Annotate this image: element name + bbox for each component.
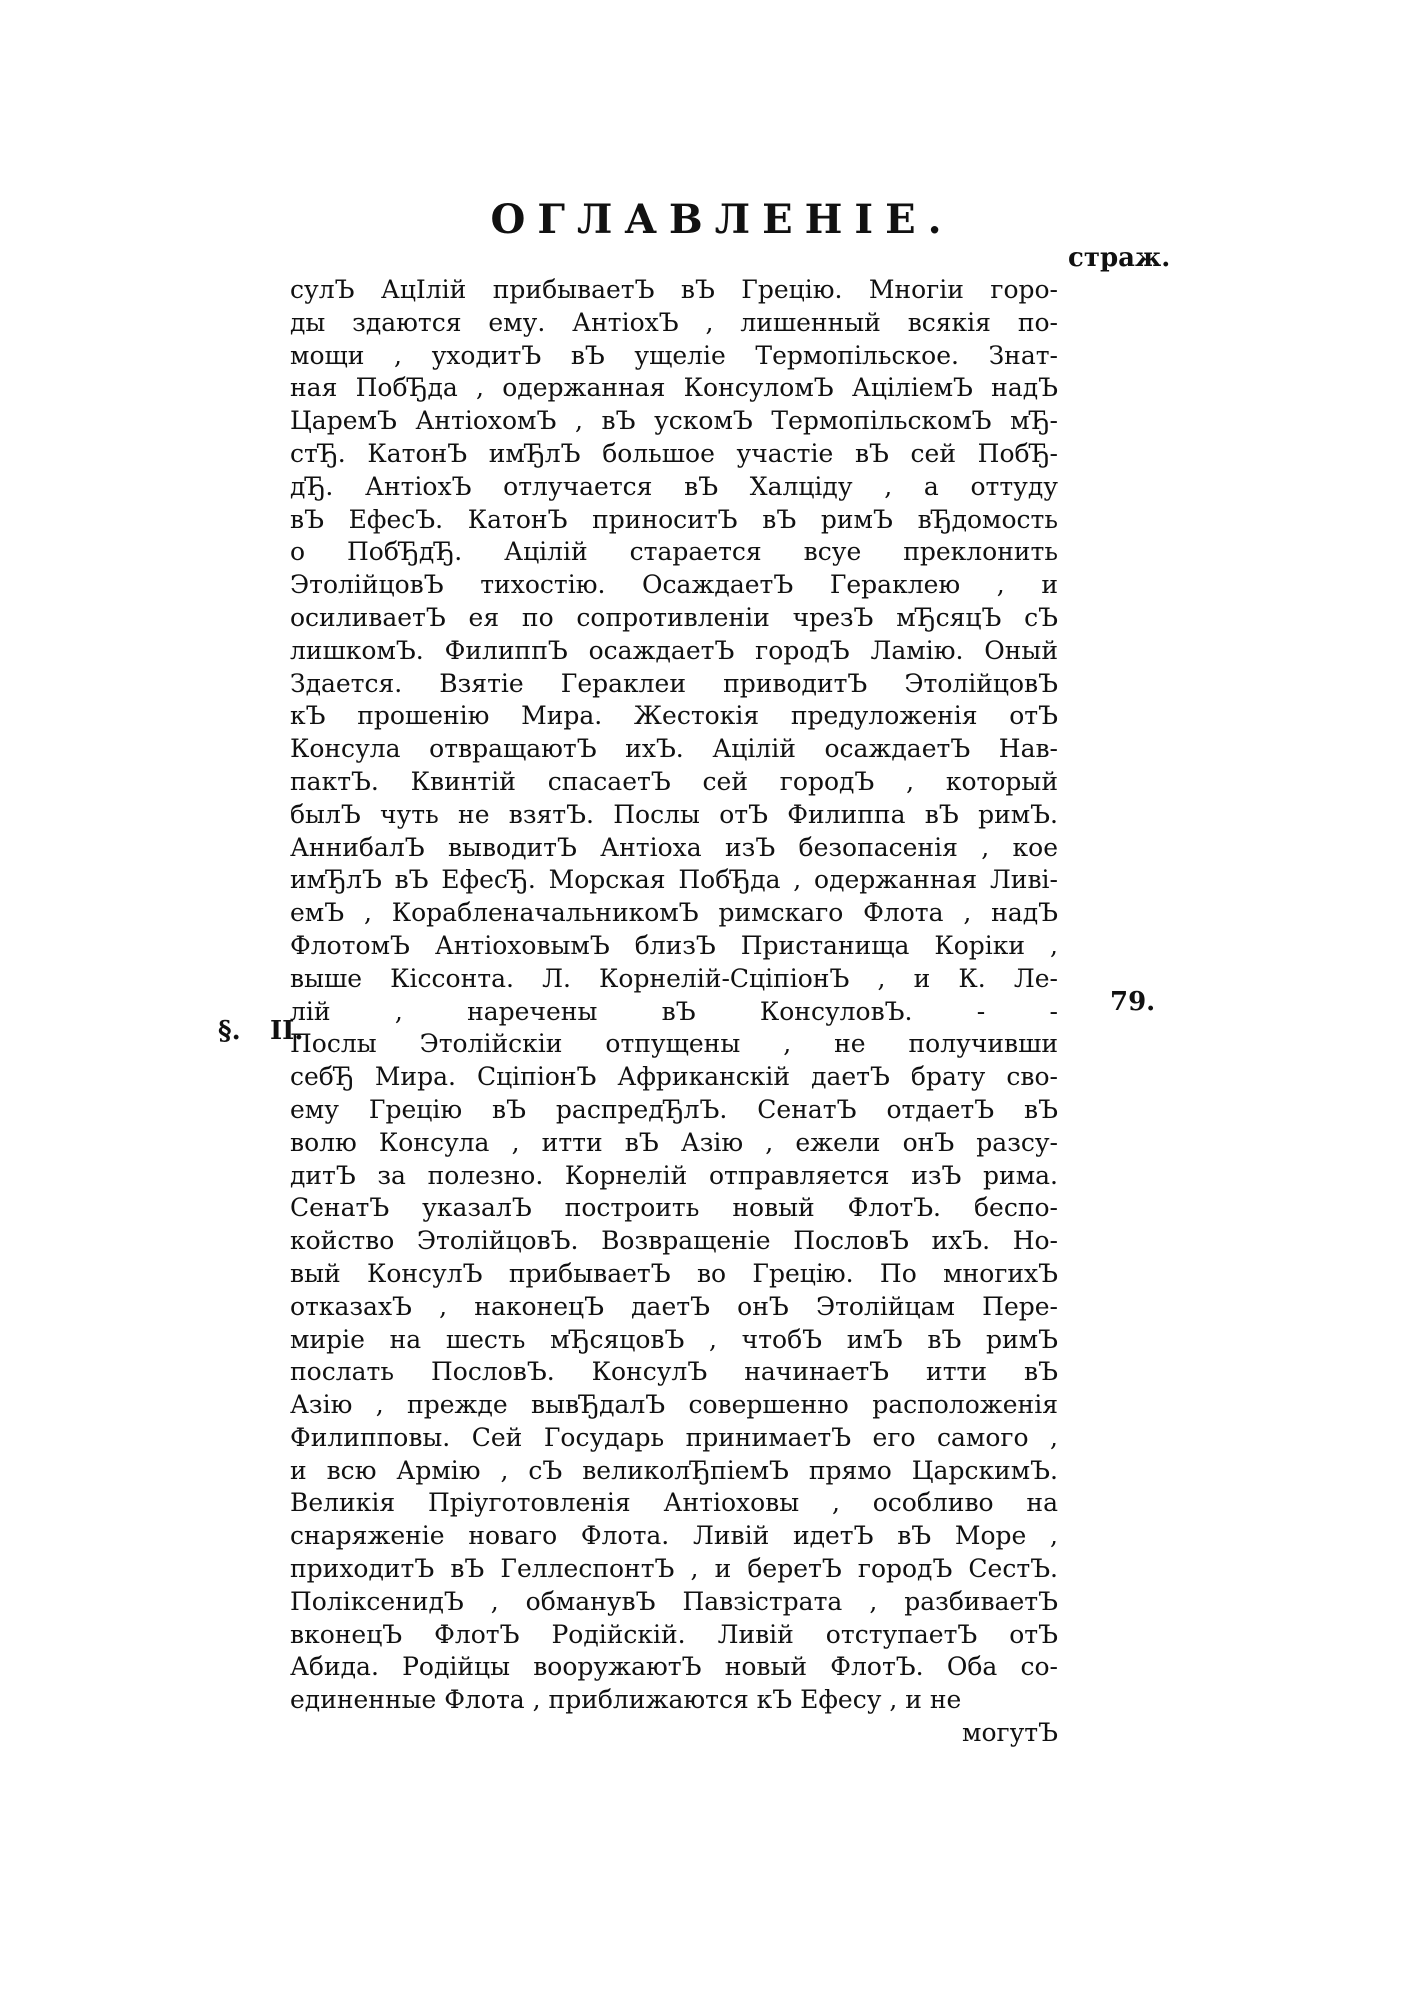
text-line: ЭтолiйцовЪ тихостiю. ОсаждаетЪ Гераклею , и (290, 570, 1058, 600)
text-line: послать ПословЪ. КонсулЪ начинаетЪ итти вЪ (290, 1357, 1058, 1387)
text-line: дЂ. АнтiохЪ отлучается вЪ Халцiду , а оттуду (290, 471, 1058, 501)
text-line: вконецЪ ФлотЪ Родiйскiй. Ливiй отступаетЪ отЪ (290, 1619, 1058, 1649)
text-line: Филипповы. Сей Государь принимаетЪ его самого , (290, 1422, 1058, 1452)
text-line: СенатЪ указалЪ построить новый ФлотЪ. беспо- (290, 1193, 1058, 1223)
page-title: ОГЛАВЛЕНIЕ. (490, 196, 954, 243)
text-line: АннибалЪ выводитЪ Антiоха изЪ безопасенiя , кое (290, 832, 1058, 862)
text-line: Азiю , прежде вывЂдалЪ совершенно расположенiя (290, 1390, 1058, 1420)
text-line: приходитЪ вЪ ГеллеспонтЪ , и беретЪ городЪ СестЪ. (290, 1554, 1058, 1584)
text-line: ная ПобЂда , одержанная КонсуломЪ АцiлiемЪ надЪ (290, 373, 1058, 403)
text-line: лiй , наречены вЪ КонсуловЪ. - - (290, 996, 1058, 1026)
text-line: стЂ. КатонЪ имЂлЪ большое участiе вЪ сей ПобЂ- (290, 438, 1058, 468)
text-line: ПолiксенидЪ , обманувЪ Павзiстрата , разбиваетЪ (290, 1586, 1058, 1616)
text-line: Здается. Взятiе Гераклеи приводитЪ ЭтолiйцовЪ (290, 668, 1058, 698)
text-line: дитЪ за полезно. Корнелiй отправляется изЪ рима. (290, 1160, 1058, 1190)
text-line: себЂ Мира. СцiпiонЪ Африканскiй даетЪ брату сво- (290, 1062, 1058, 1092)
text-line: волю Консула , итти вЪ Азiю , ежели онЪ разсу- (290, 1127, 1058, 1157)
contents-text (290, 274, 1058, 1750)
text-line: кЪ прошенiю Мира. Жестокiя предуложенiя отЪ (290, 701, 1058, 731)
text-line: ФлотомЪ АнтiоховымЪ близЪ Пристанища Корiки , (290, 930, 1058, 960)
text-line: снаряженiе новаго Флота. Ливiй идетЪ вЪ Море , (290, 1521, 1058, 1551)
section-number: II. (270, 1016, 304, 1046)
text-line: Консула отвращаютЪ ихЪ. Ацiлiй осаждаетЪ Нав- (290, 734, 1058, 764)
text-line: единенные Флота , приближаются кЪ Ефесу , и не (290, 1685, 962, 1715)
text-line: Абида. Родiйцы вооружаютЪ новый ФлотЪ. Оба со- (290, 1652, 1058, 1682)
catchword: могутЪ (962, 1718, 1058, 1748)
text-line: и всю Армiю , сЪ великолЂпiемЪ прямо ЦарскимЪ. (290, 1455, 1058, 1485)
section-sign: §. (218, 1016, 241, 1046)
text-line: былЪ чуть не взятЪ. Послы отЪ Филиппа вЪ римЪ. (290, 799, 1058, 829)
text-line: ды здаются ему. АнтiохЪ , лишенный всякiя по- (290, 307, 1058, 337)
text-line: ему Грецiю вЪ распредЂлЪ. СенатЪ отдаетЪ вЪ (290, 1094, 1058, 1124)
text-line: емЪ , КорабленачальникомЪ римскаго Флота , надЪ (290, 898, 1058, 928)
text-line: ЦаремЪ АнтiохомЪ , вЪ ускомЪ ТермопiльскомЪ мЂ- (290, 406, 1058, 436)
text-line: имЂлЪ вЪ ЕфесЂ. Морская ПобЂда , одержанная Ливi- (290, 865, 1058, 895)
text-line: выше Кiссонта. Л. Корнелiй-СцiпiонЪ , и К. Ле- (290, 963, 1058, 993)
text-line: мощи , уходитЪ вЪ ущелiе Термопiльское. Знат- (290, 340, 1058, 370)
text-line: Послы Этолiйскiи отпущены , не получивши (290, 1029, 1058, 1059)
text-line: мирiе на шесть мЂсяцовЪ , чтобЪ имЪ вЪ римЪ (290, 1324, 1058, 1354)
text-line: вЪ ЕфесЪ. КатонЪ приноситЪ вЪ римЪ вЂдомость (290, 504, 1058, 534)
text-line: отказахЪ , наконецЪ даетЪ онЪ Этолiйцам Пере- (290, 1291, 1058, 1321)
text-line: вый КонсулЪ прибываетЪ во Грецiю. По многихЪ (290, 1258, 1058, 1288)
text-line: осиливаетЪ ея по сопротивленiи чрезЪ мЂсяцЪ сЪ (290, 602, 1058, 632)
text-line: пактЪ. Квинтiй спасаетЪ сей городЪ , который (290, 766, 1058, 796)
text-line: койство ЭтолiйцовЪ. Возвращенiе ПословЪ ихЪ. Но- (290, 1226, 1058, 1256)
page-reference-number: 79. (1110, 987, 1156, 1017)
text-line: о ПобЂдЂ. Ацiлiй старается всуе преклонить (290, 537, 1058, 567)
text-line: сулЪ АцIлiй прибываетЪ вЪ Грецiю. Многiи горо- (290, 275, 1058, 304)
text-line: лишкомЪ. ФилиппЪ осаждаетЪ городЪ Ламiю. Оный (290, 635, 1058, 665)
page-column-label: страж. (1068, 243, 1171, 273)
text-line: Великiя Прiуготовленiя Антiоховы , особливо на (290, 1488, 1058, 1518)
